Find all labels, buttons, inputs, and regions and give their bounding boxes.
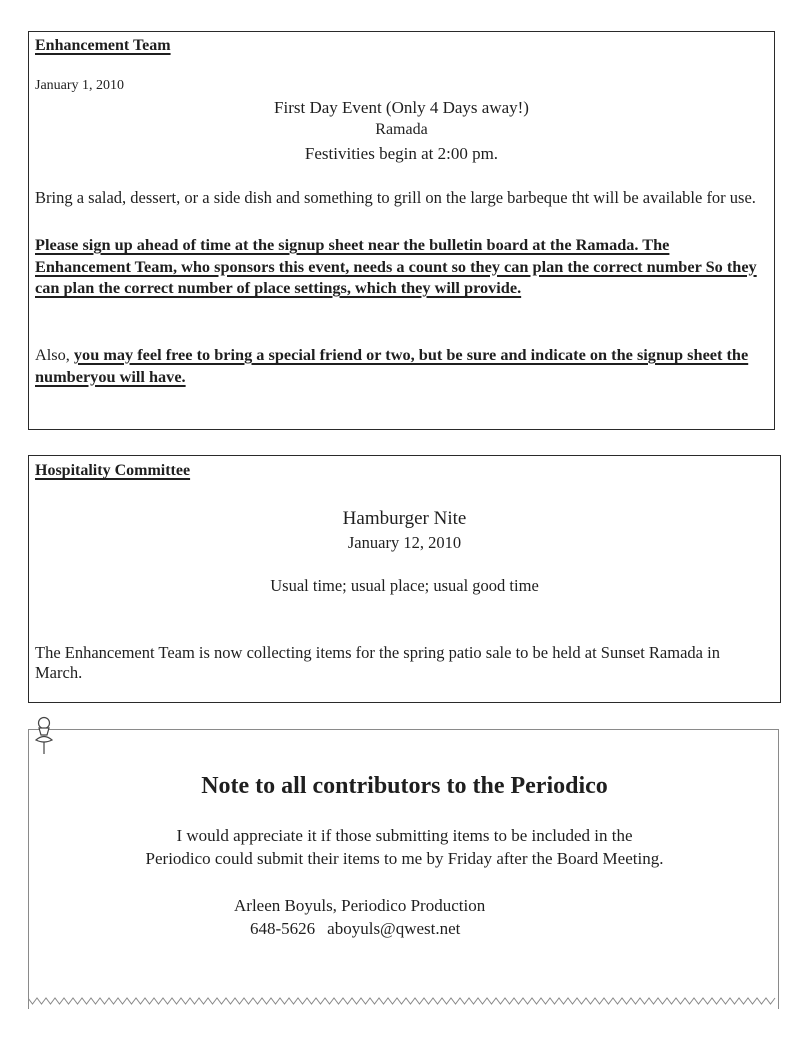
signature-name: Arleen Boyuls, Periodico Production bbox=[234, 896, 486, 915]
patio-sale-notice: The Enhancement Team is now collecting items for the spring patio sale to be held at Sunset Ramada in March. bbox=[35, 643, 720, 682]
torn-edge-border bbox=[28, 995, 779, 1009]
enhancement-date: January 1, 2010 bbox=[35, 78, 125, 93]
email-address: aboyuls@qwest.net bbox=[327, 919, 461, 938]
hamburger-nite-title: Hamburger Nite bbox=[342, 508, 467, 529]
contributors-note-title: Note to all contributors to the Periodico bbox=[201, 773, 608, 799]
friend-paragraph bbox=[35, 344, 763, 387]
contributors-note-line2: Periodico could submit their items to me by Friday after the Board Meeting. bbox=[145, 849, 664, 868]
contact-line bbox=[250, 919, 460, 939]
enhancement-team-heading: Enhancement Team bbox=[35, 37, 171, 54]
contributors-note-section bbox=[28, 729, 779, 1009]
event-time: Festivities begin at 2:00 pm. bbox=[304, 144, 499, 163]
contributors-note-line1: I would appreciate it if those submitting items to be included in the bbox=[176, 826, 633, 845]
hamburger-nite-note: Usual time; usual place; usual good time bbox=[270, 576, 539, 595]
bring-instructions: Bring a salad, dessert, or a side dish and something to grill on the large barbeque tht will be available for use. bbox=[35, 188, 756, 207]
signup-instructions: Please sign up ahead of time at the signup sheet near the bulletin board at the Ramada. The Enhancement Team, who sponsors this event, needs a count so they can plan the correct number So they can plan the correct number of place settings, which they will provide. bbox=[35, 235, 757, 297]
event-title: First Day Event (Only 4 Days away!) bbox=[274, 98, 529, 117]
hamburger-nite-date: January 12, 2010 bbox=[347, 533, 462, 552]
also-prefix: Also, bbox=[35, 345, 74, 364]
phone-number: 648-5626 bbox=[250, 919, 316, 938]
event-location: Ramada bbox=[375, 121, 428, 138]
hospitality-heading: Hospitality Committee bbox=[35, 462, 191, 479]
pushpin-icon bbox=[33, 716, 55, 756]
friend-instructions: you may feel free to bring a special friend or two, but be sure and indicate on the signup sheet the numberyou will have. bbox=[35, 345, 749, 386]
